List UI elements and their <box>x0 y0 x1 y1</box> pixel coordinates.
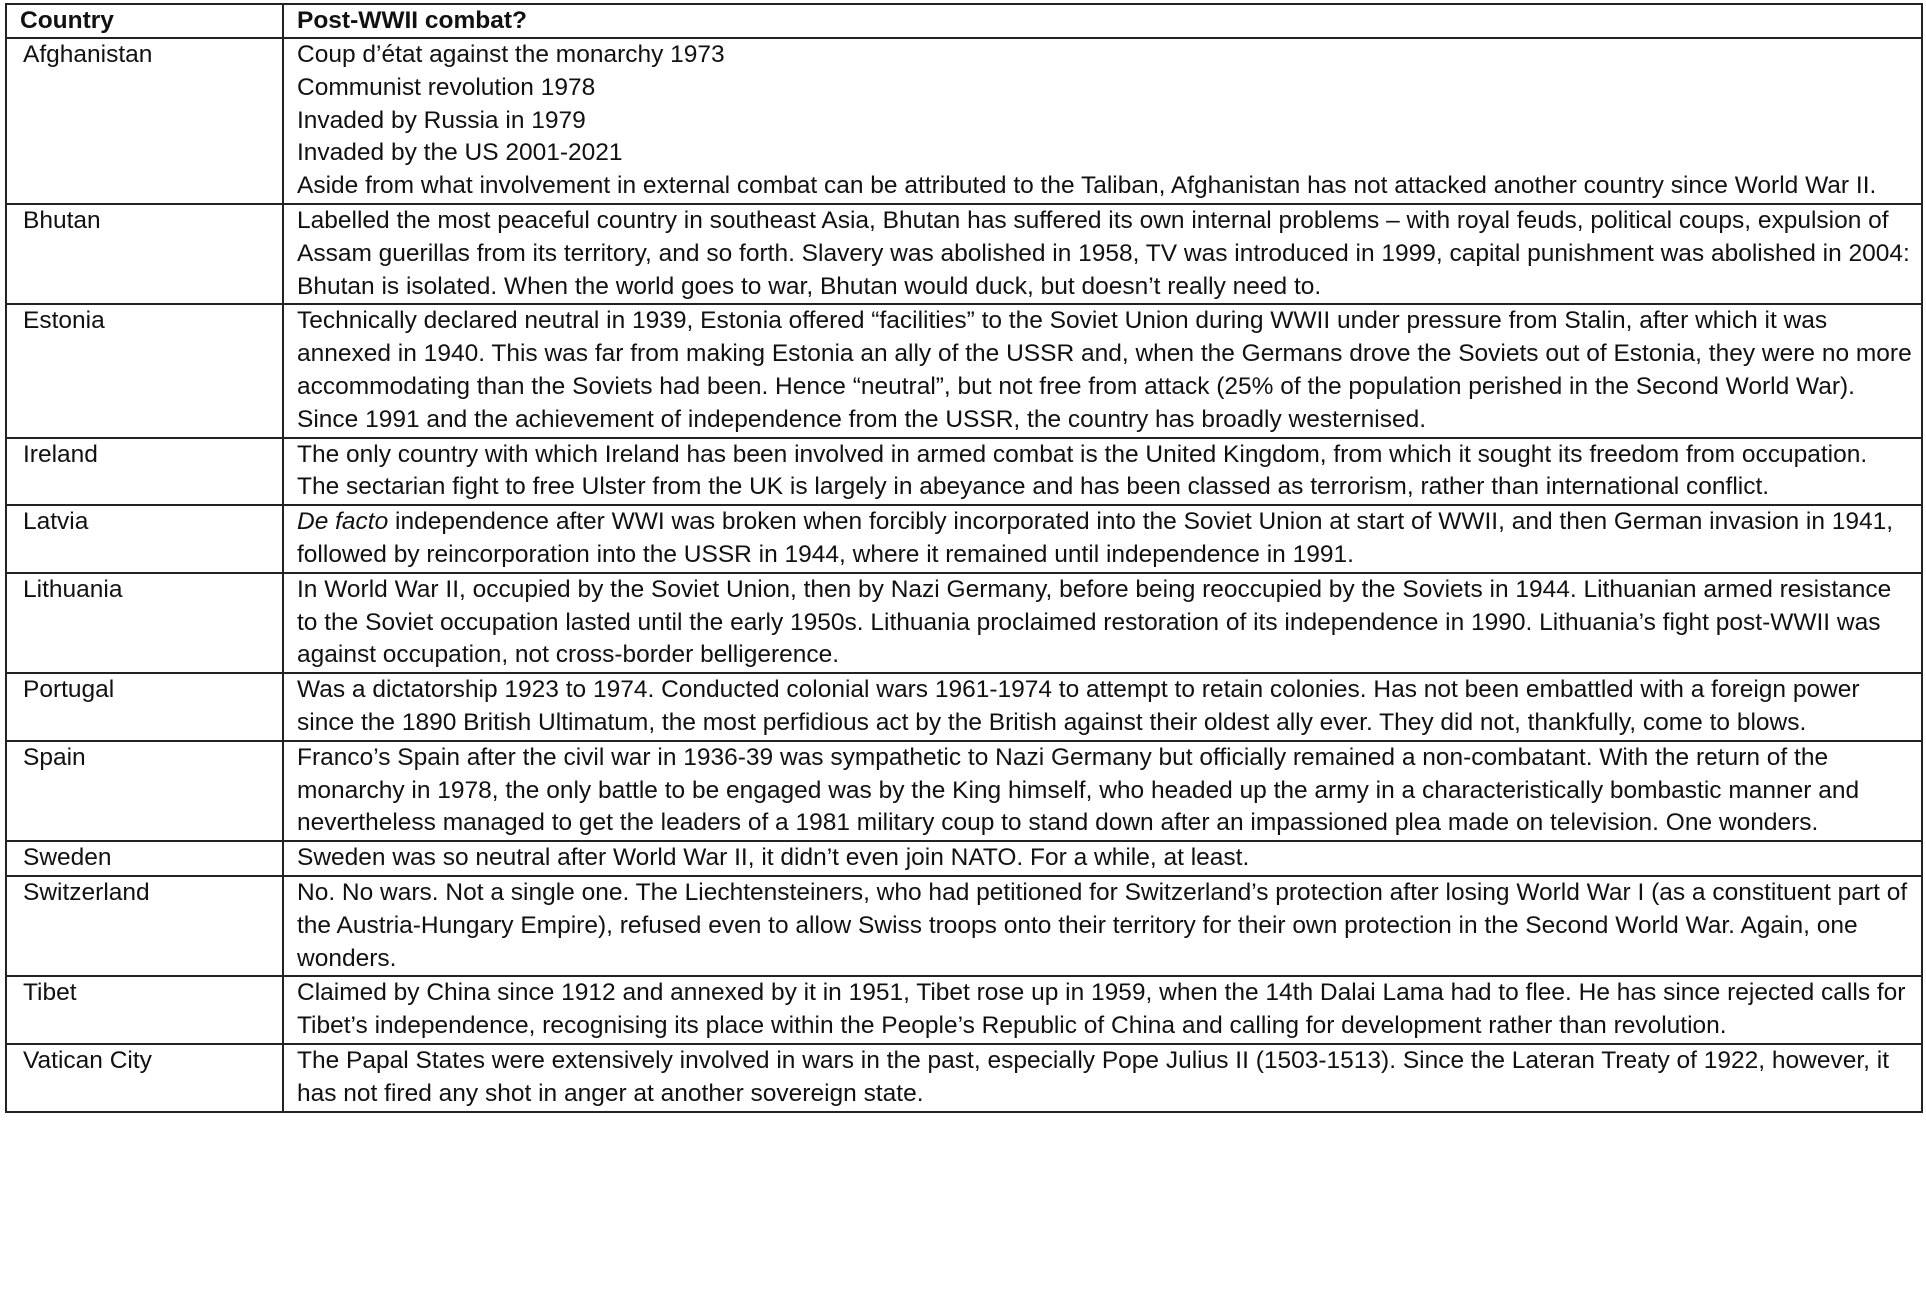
description-line: Invaded by the US 2001-2021 <box>297 139 623 167</box>
country-cell: Afghanistan <box>6 38 283 204</box>
country-cell: Lithuania <box>6 573 283 673</box>
table-body <box>6 38 1922 1112</box>
combat-description-cell <box>283 304 1922 437</box>
description-text: independence after WWI was broken when forcibly incorporated into the Soviet Union at start of WWII, and then German invasion in 1941, followed by reincorporation into the USSR in 1944, where it remained until independence in 1991. <box>297 508 1894 568</box>
table-row <box>6 505 1922 573</box>
description-line: The only country with which Ireland has been involved in armed combat is the United Kingdom, from which it sought its freedom from occupation. The sectarian fight to free Ulster from the UK is largely in abeyance and has been classed as terrorism, rather than international conflict. <box>297 440 1868 501</box>
country-cell: Portugal <box>6 673 283 741</box>
description-line: Sweden was so neutral after World War II, it didn’t even join NATO. For a while, at least. <box>297 844 1250 872</box>
country-cell: Spain <box>6 741 283 841</box>
combat-description-cell <box>283 573 1922 673</box>
country-cell: Switzerland <box>6 876 283 976</box>
combat-description-cell <box>283 438 1922 506</box>
combat-description-cell <box>283 876 1922 976</box>
description-line: Coup d’état against the monarchy 1973 <box>297 41 725 68</box>
header-country: Country <box>6 4 283 38</box>
table-row <box>6 741 1922 841</box>
table-row <box>6 438 1922 506</box>
header-post-wwii-combat: Post-WWII combat? <box>283 4 1922 38</box>
country-cell: Latvia <box>6 505 283 573</box>
combat-description-cell <box>283 1044 1922 1112</box>
document-page <box>5 3 1923 1113</box>
table-row <box>6 673 1922 741</box>
country-cell: Vatican City <box>6 1044 283 1112</box>
description-line: Labelled the most peaceful country in southeast Asia, Bhutan has suffered its own internal problems – with royal feuds, political coups, expulsion of Assam guerillas from its territory, and so forth. Slavery was abolished in 1958, TV was introduced in 1999, capital punishment was abolished in 2004: Bhutan is isolated. When the world goes to war, Bhutan would duck, but doesn’t really need to. <box>297 206 1910 300</box>
table-row <box>6 1044 1922 1112</box>
description-line: Franco’s Spain after the civil war in 1936-39 was sympathetic to Nazi Germany but officially remained a non-combatant. With the return of the monarchy in 1978, the only battle to be engaged was by the King himself, who headed up the army in a characteristically bombastic manner and nevertheless managed to get the leaders of a 1981 military coup to stand down after an impassioned plea made on television. One wonders. <box>297 743 1860 837</box>
description-line: The Papal States were extensively involved in wars in the past, especially Pope Julius II (1503-1513). Since the Lateran Treaty of 1922, however, it has not fired any shot in anger at another sovereign state. <box>297 1046 1890 1107</box>
table-row <box>6 38 1922 204</box>
description-line: No. No wars. Not a single one. The Liechtensteiners, who had petitioned for Switzerland’s protection after losing World War I (as a constituent part of the Austria-Hungary Empire), refused even to allow Swiss troops onto their territory for their own protection in the Second World War. Again, one wonders. <box>297 878 1908 972</box>
description-line: In World War II, occupied by the Soviet Union, then by Nazi Germany, before being reoccupied by the Soviets in 1944. Lithuanian armed resistance to the Soviet occupation lasted until the early 1950s. Lithuania proclaimed restoration of its independence in 1990. Lithuania’s fight post-WWII was against occupation, not cross-border belligerence. <box>297 575 1892 669</box>
combat-description-cell <box>283 976 1922 1044</box>
table-header-row <box>6 4 1922 38</box>
country-cell: Tibet <box>6 976 283 1044</box>
combat-description-cell <box>283 505 1922 573</box>
country-cell: Estonia <box>6 304 283 437</box>
country-cell: Ireland <box>6 438 283 506</box>
table-row <box>6 876 1922 976</box>
description-line: Was a dictatorship 1923 to 1974. Conducted colonial wars 1961-1974 to attempt to retain colonies. Has not been embattled with a foreign power since the 1890 British Ultimatum, the most perfidious act by the British against their oldest ally ever. They did not, thankfully, come to blows. <box>297 676 1860 736</box>
table-row <box>6 841 1922 876</box>
combat-description-cell <box>283 841 1922 876</box>
combat-description-cell <box>283 38 1922 204</box>
combat-description-cell <box>283 673 1922 741</box>
description-line: Technically declared neutral in 1939, Estonia offered “facilities” to the Soviet Union during WWII under pressure from Stalin, after which it was annexed in 1940. This was far from making Estonia an ally of the USSR and, when the Germans drove the Soviets out of Estonia, they were no more accommodating than the Soviets had been. Hence “neutral”, but not free from attack (25% of the population perished in the Second World War). Since 1991 and the achievement of independence from the USSR, the country has broadly westernised. <box>297 307 1912 433</box>
description-line: Invaded by Russia in 1979 <box>297 106 586 134</box>
description-line <box>297 506 1915 572</box>
description-line: Aside from what involvement in external combat can be attributed to the Taliban, Afghanistan has not attacked another country since World War II. <box>297 172 1877 200</box>
table-row <box>6 573 1922 673</box>
combat-description-cell <box>283 741 1922 841</box>
description-line: Communist revolution 1978 <box>297 73 596 101</box>
combat-description-cell <box>283 204 1922 304</box>
table-row <box>6 204 1922 304</box>
italic-lead-text: De facto <box>297 508 389 536</box>
country-cell: Bhutan <box>6 204 283 304</box>
country-cell: Sweden <box>6 841 283 876</box>
table-row <box>6 304 1922 437</box>
table-row <box>6 976 1922 1044</box>
description-line: Claimed by China since 1912 and annexed by it in 1951, Tibet rose up in 1959, when the 14th Dalai Lama had to flee. He has since rejected calls for Tibet’s independence, recognising its place within the People’s Republic of China and calling for development rather than revolution. <box>297 979 1906 1040</box>
country-combat-table <box>5 3 1923 1113</box>
